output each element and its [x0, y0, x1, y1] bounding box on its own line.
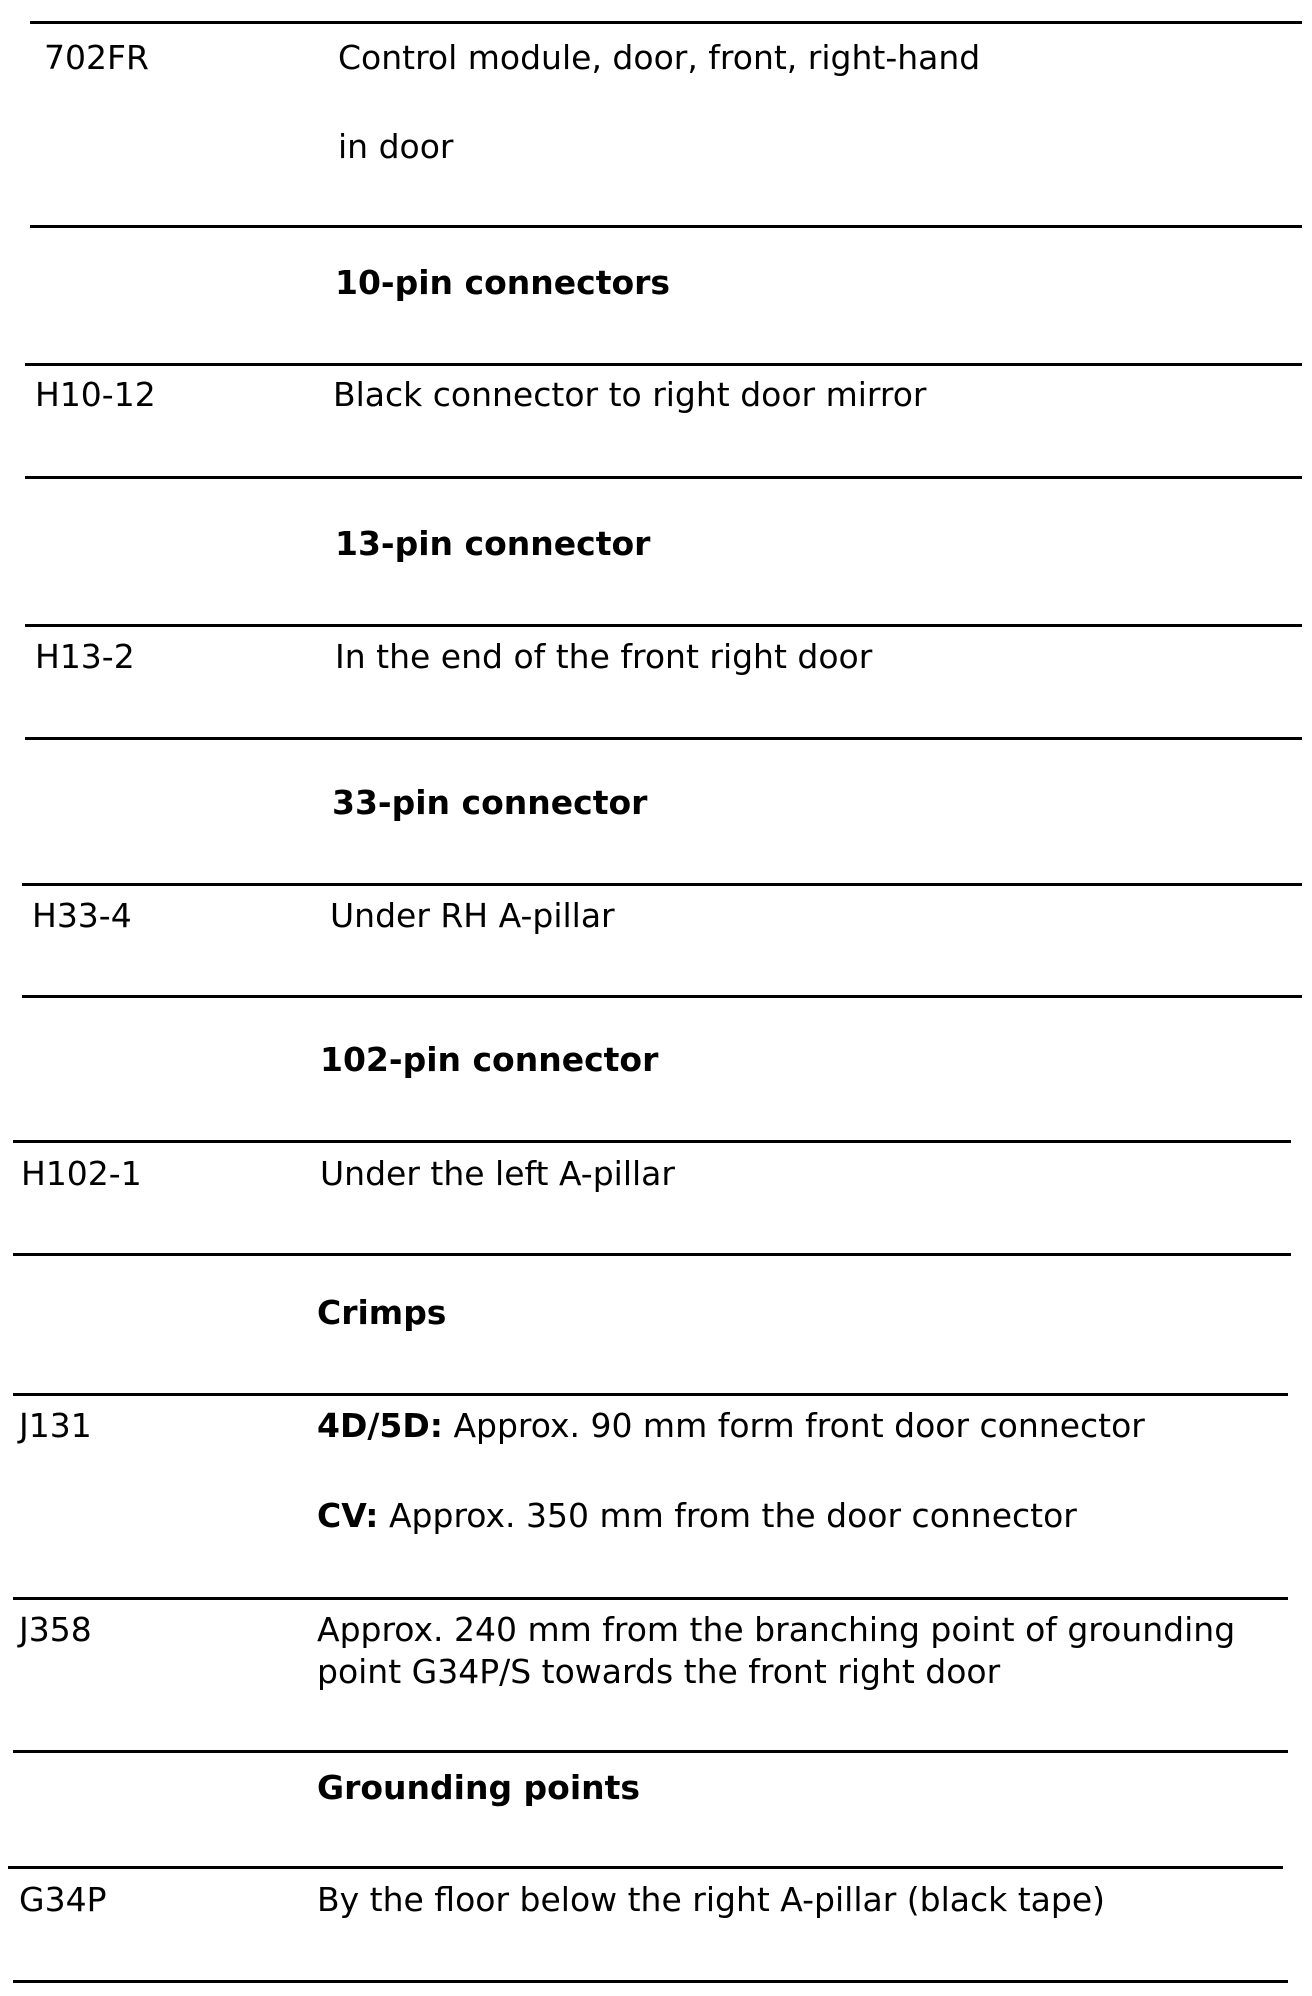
section-heading: 10-pin connectors	[335, 263, 671, 302]
section-heading: 102-pin connector	[320, 1040, 659, 1079]
table-rule	[13, 1393, 1288, 1396]
table-rule	[30, 225, 1302, 228]
table-rule	[25, 363, 1302, 366]
table-rule	[13, 1980, 1288, 1983]
section-heading: Grounding points	[317, 1768, 641, 1807]
variant-label: CV:	[317, 1496, 379, 1535]
table-rule	[30, 21, 1302, 24]
part-code: G34P	[19, 1880, 107, 1919]
table-rule	[13, 1597, 1288, 1600]
part-code: H33-4	[32, 896, 132, 935]
part-description: In the end of the front right door	[335, 637, 873, 676]
part-code: H102-1	[21, 1154, 142, 1193]
table-rule	[25, 737, 1302, 740]
table-rule	[13, 1140, 1291, 1143]
table-rule	[8, 1866, 1283, 1869]
table-rule	[22, 883, 1302, 886]
part-code: 702FR	[44, 38, 149, 77]
table-rule	[22, 995, 1302, 998]
part-description: Black connector to right door mirror	[333, 375, 927, 414]
part-description: Approx. 240 mm from the branching point of grounding point G34P/S towards the front right door	[317, 1610, 1236, 1691]
part-location: in door	[338, 127, 454, 166]
part-description: Under RH A-pillar	[330, 896, 615, 935]
part-code: H10-12	[35, 375, 156, 414]
part-code: H13-2	[35, 637, 135, 676]
part-description: Under the left A-pillar	[320, 1154, 675, 1193]
section-heading: 33-pin connector	[332, 783, 648, 822]
part-description	[317, 1406, 1145, 1446]
table-rule	[25, 624, 1302, 627]
variant-text: Approx. 90 mm form front door connector	[442, 1406, 1145, 1445]
table-rule	[25, 476, 1302, 479]
table-rule	[13, 1750, 1288, 1753]
section-heading: 13-pin connector	[335, 524, 651, 563]
variant-text: Approx. 350 mm from the door connector	[378, 1496, 1077, 1535]
section-heading: Crimps	[317, 1293, 447, 1332]
part-description: Control module, door, front, right-hand	[338, 38, 981, 77]
part-code: J131	[19, 1406, 92, 1445]
part-description: By the floor below the right A-pillar (black tape)	[317, 1880, 1106, 1919]
variant-label: 4D/5D:	[317, 1406, 443, 1445]
table-rule	[13, 1253, 1291, 1256]
part-description	[317, 1496, 1077, 1536]
part-code: J358	[19, 1610, 92, 1649]
